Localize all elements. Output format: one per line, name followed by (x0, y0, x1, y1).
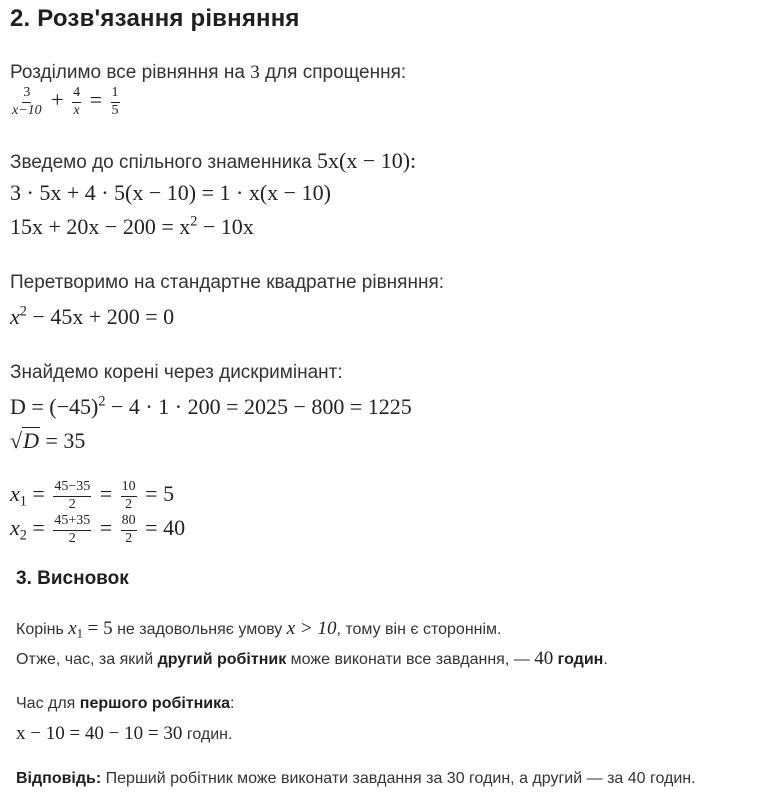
conclusion-second-worker: Отже, час, за який другий робітник може виконати все завдання, — 40 годин. (16, 648, 608, 669)
section-2-heading: 2. Розв'язання рівняння (10, 5, 300, 32)
discriminant-equation: $D = (-45)^2 - 4 \cdot 1 \cdot 200 = 2025 - 800 = 1225$ (10, 393, 412, 419)
first-worker-label: Час для першого робітника: (16, 695, 235, 712)
root-x2: $x_2$ = $\frac{45+35}{2}$ = $\frac{80}{2}$ = 40 (10, 513, 186, 546)
equation-expanded: 3 · 5x + 4 · 5(x − 10) = 1 · x(x − 10) (10, 180, 331, 205)
divide-instruction: Розділимо все рівняння на 3 для спрощення: (10, 62, 407, 83)
common-denominator-text: Зведемо до спільного знаменника 5x(x − 10): (10, 148, 417, 173)
discriminant-text: Знайдемо корені через дискримінант: (10, 362, 343, 383)
equation-simplified: $\frac{3}{x-10}$ + $\frac{4}{x}$ = $\frac{1}{5}$ (12, 85, 119, 118)
extraneous-root-text: Корінь $x_1 = 5$ не задовольняє умову x > 10, тому він є стороннім. (16, 618, 502, 641)
final-answer: Відповідь: Перший робітник може виконати завдання за 30 годин, а другий — за 40 годин. (16, 770, 696, 787)
section-3-heading: 3. Висновок (16, 568, 129, 589)
root-x1: $x_1$ = $\frac{45-35}{2}$ = $\frac{10}{2}$ = 5 (10, 479, 175, 512)
standard-form-text: Перетворимо на стандартне квадратне рівняння: (10, 272, 445, 293)
sqrt-discriminant: √D = 35 (10, 428, 86, 453)
first-worker-equation: x − 10 = 40 − 10 = 30 годин. (16, 723, 233, 744)
equation-combined: $15x + 20x - 200 = x^2 - 10x$ (10, 213, 254, 239)
quadratic-equation: $x^2 - 45x + 200 = 0$ (10, 303, 175, 329)
